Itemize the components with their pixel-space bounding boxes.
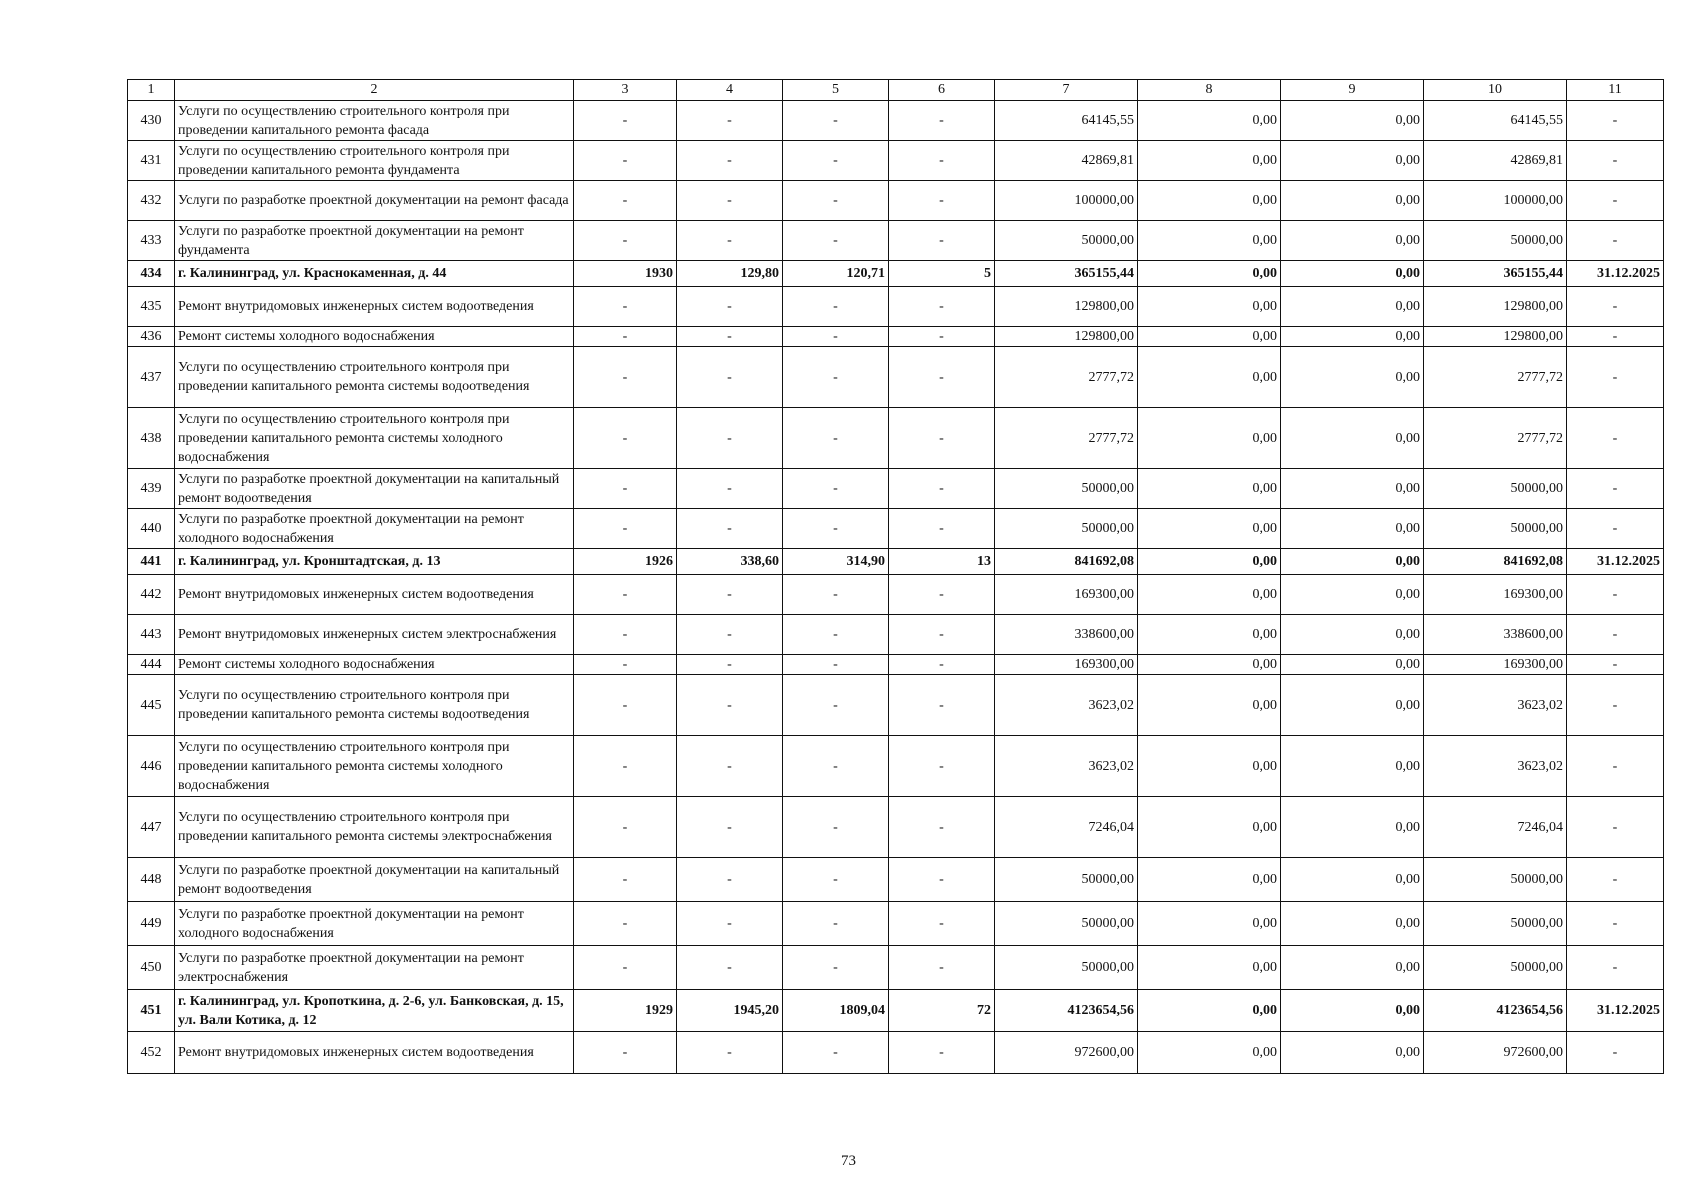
row-number: 445 [128, 675, 175, 736]
owner-funds-cell: 42869,81 [1424, 141, 1567, 181]
item-name: г. Калининград, ул. Краснокаменная, д. 44 [175, 261, 574, 287]
residents-cell: - [889, 141, 995, 181]
budget-source-cell: 0,00 [1281, 615, 1424, 655]
row-number: 435 [128, 287, 175, 327]
deadline-cell: - [1567, 1032, 1664, 1074]
table-row [128, 181, 1664, 221]
deadline-cell: - [1567, 287, 1664, 327]
deadline-cell: - [1567, 615, 1664, 655]
item-name: Услуги по разработке проектной документации на капитальный ремонт водоотведения [175, 858, 574, 902]
fund-source-cell: 0,00 [1138, 549, 1281, 575]
total-cost-cell: 50000,00 [995, 858, 1138, 902]
row-number: 444 [128, 655, 175, 675]
table-row [128, 902, 1664, 946]
table-row [128, 858, 1664, 902]
row-number: 449 [128, 902, 175, 946]
row-number: 446 [128, 736, 175, 797]
row-number: 437 [128, 347, 175, 408]
item-name: Услуги по осуществлению строительного контроля при проведении капитального ремонта фасада [175, 101, 574, 141]
year-cell: - [574, 736, 677, 797]
owner-funds-cell: 50000,00 [1424, 902, 1567, 946]
budget-source-cell: 0,00 [1281, 469, 1424, 509]
year-cell: - [574, 509, 677, 549]
deadline-cell: - [1567, 797, 1664, 858]
residents-cell: - [889, 575, 995, 615]
total-cost-cell: 50000,00 [995, 221, 1138, 261]
year-cell: - [574, 327, 677, 347]
owner-funds-cell: 365155,44 [1424, 261, 1567, 287]
owner-funds-cell: 64145,55 [1424, 101, 1567, 141]
residents-cell: - [889, 946, 995, 990]
owner-funds-cell: 841692,08 [1424, 549, 1567, 575]
living-area-cell: - [783, 101, 889, 141]
fund-source-cell: 0,00 [1138, 347, 1281, 408]
year-cell: - [574, 615, 677, 655]
area-cell: - [677, 287, 783, 327]
deadline-cell: 31.12.2025 [1567, 549, 1664, 575]
total-cost-cell: 50000,00 [995, 509, 1138, 549]
item-name: Услуги по осуществлению строительного контроля при проведении капитального ремонта системы холодного водоснабжения [175, 408, 574, 469]
fund-source-cell: 0,00 [1138, 181, 1281, 221]
living-area-cell: 120,71 [783, 261, 889, 287]
year-cell: - [574, 101, 677, 141]
residents-cell: 13 [889, 549, 995, 575]
budget-source-cell: 0,00 [1281, 575, 1424, 615]
total-cost-cell: 4123654,56 [995, 990, 1138, 1032]
area-cell: 338,60 [677, 549, 783, 575]
fund-source-cell: 0,00 [1138, 902, 1281, 946]
fund-source-cell: 0,00 [1138, 655, 1281, 675]
table-row [128, 549, 1664, 575]
row-number: 439 [128, 469, 175, 509]
fund-source-cell: 0,00 [1138, 990, 1281, 1032]
living-area-cell: - [783, 1032, 889, 1074]
living-area-cell: - [783, 469, 889, 509]
total-cost-cell: 50000,00 [995, 946, 1138, 990]
column-number-header: 2 [175, 80, 574, 101]
total-cost-cell: 2777,72 [995, 408, 1138, 469]
area-cell: - [677, 327, 783, 347]
owner-funds-cell: 50000,00 [1424, 509, 1567, 549]
owner-funds-cell: 169300,00 [1424, 655, 1567, 675]
area-cell: - [677, 675, 783, 736]
owner-funds-cell: 50000,00 [1424, 221, 1567, 261]
item-name: Услуги по осуществлению строительного контроля при проведении капитального ремонта системы электроснабжения [175, 797, 574, 858]
table-row [128, 469, 1664, 509]
row-number: 443 [128, 615, 175, 655]
column-number-header: 11 [1567, 80, 1664, 101]
living-area-cell: - [783, 615, 889, 655]
budget-source-cell: 0,00 [1281, 141, 1424, 181]
column-number-header: 8 [1138, 80, 1281, 101]
fund-source-cell: 0,00 [1138, 327, 1281, 347]
item-name: Ремонт системы холодного водоснабжения [175, 327, 574, 347]
deadline-cell: - [1567, 575, 1664, 615]
table-row [128, 1032, 1664, 1074]
row-number: 451 [128, 990, 175, 1032]
budget-source-cell: 0,00 [1281, 101, 1424, 141]
row-number: 450 [128, 946, 175, 990]
owner-funds-cell: 50000,00 [1424, 858, 1567, 902]
item-name: Услуги по осуществлению строительного контроля при проведении капитального ремонта системы водоотведения [175, 675, 574, 736]
area-cell: - [677, 101, 783, 141]
item-name: г. Калининград, ул. Кропоткина, д. 2-6, ул. Банковская, д. 15, ул. Вали Котика, д. 12 [175, 990, 574, 1032]
year-cell: - [574, 575, 677, 615]
residents-cell: - [889, 858, 995, 902]
table-header-row [128, 80, 1664, 101]
table-row [128, 797, 1664, 858]
area-cell: - [677, 797, 783, 858]
owner-funds-cell: 3623,02 [1424, 736, 1567, 797]
deadline-cell: - [1567, 101, 1664, 141]
residents-cell: - [889, 221, 995, 261]
row-number: 430 [128, 101, 175, 141]
budget-source-cell: 0,00 [1281, 1032, 1424, 1074]
area-cell: - [677, 221, 783, 261]
row-number: 438 [128, 408, 175, 469]
living-area-cell: - [783, 408, 889, 469]
year-cell: 1929 [574, 990, 677, 1032]
residents-cell: - [889, 509, 995, 549]
row-number: 434 [128, 261, 175, 287]
residents-cell: - [889, 675, 995, 736]
row-number: 441 [128, 549, 175, 575]
fund-source-cell: 0,00 [1138, 946, 1281, 990]
item-name: Ремонт внутридомовых инженерных систем электроснабжения [175, 615, 574, 655]
residents-cell: 72 [889, 990, 995, 1032]
deadline-cell: - [1567, 141, 1664, 181]
residents-cell: - [889, 101, 995, 141]
residents-cell: - [889, 287, 995, 327]
year-cell: - [574, 797, 677, 858]
budget-source-cell: 0,00 [1281, 221, 1424, 261]
item-name: Ремонт внутридомовых инженерных систем водоотведения [175, 575, 574, 615]
living-area-cell: - [783, 902, 889, 946]
owner-funds-cell: 129800,00 [1424, 287, 1567, 327]
item-name: Услуги по осуществлению строительного контроля при проведении капитального ремонта фундамента [175, 141, 574, 181]
fund-source-cell: 0,00 [1138, 101, 1281, 141]
total-cost-cell: 169300,00 [995, 655, 1138, 675]
year-cell: - [574, 858, 677, 902]
residents-cell: - [889, 655, 995, 675]
table-row [128, 736, 1664, 797]
residents-cell: - [889, 797, 995, 858]
living-area-cell: - [783, 141, 889, 181]
residents-cell: - [889, 1032, 995, 1074]
table-row [128, 509, 1664, 549]
column-number-header: 9 [1281, 80, 1424, 101]
owner-funds-cell: 7246,04 [1424, 797, 1567, 858]
area-cell: - [677, 736, 783, 797]
year-cell: - [574, 287, 677, 327]
deadline-cell: 31.12.2025 [1567, 261, 1664, 287]
total-cost-cell: 338600,00 [995, 615, 1138, 655]
table-row [128, 141, 1664, 181]
fund-source-cell: 0,00 [1138, 221, 1281, 261]
living-area-cell: - [783, 797, 889, 858]
area-cell: - [677, 902, 783, 946]
table-row [128, 990, 1664, 1032]
residents-cell: - [889, 902, 995, 946]
owner-funds-cell: 50000,00 [1424, 946, 1567, 990]
table-row [128, 408, 1664, 469]
area-cell: - [677, 946, 783, 990]
item-name: Ремонт внутридомовых инженерных систем водоотведения [175, 287, 574, 327]
total-cost-cell: 2777,72 [995, 347, 1138, 408]
year-cell: 1926 [574, 549, 677, 575]
area-cell: - [677, 141, 783, 181]
budget-source-cell: 0,00 [1281, 549, 1424, 575]
budget-source-cell: 0,00 [1281, 990, 1424, 1032]
fund-source-cell: 0,00 [1138, 287, 1281, 327]
deadline-cell: - [1567, 736, 1664, 797]
living-area-cell: - [783, 675, 889, 736]
living-area-cell: - [783, 575, 889, 615]
budget-source-cell: 0,00 [1281, 797, 1424, 858]
year-cell: - [574, 347, 677, 408]
page-number: 73 [841, 1153, 856, 1169]
fund-source-cell: 0,00 [1138, 408, 1281, 469]
item-name: Услуги по разработке проектной документации на ремонт холодного водоснабжения [175, 509, 574, 549]
deadline-cell: - [1567, 509, 1664, 549]
item-name: Услуги по разработке проектной документации на ремонт холодного водоснабжения [175, 902, 574, 946]
item-name: Услуги по разработке проектной документации на ремонт фасада [175, 181, 574, 221]
owner-funds-cell: 2777,72 [1424, 347, 1567, 408]
deadline-cell: - [1567, 858, 1664, 902]
budget-source-cell: 0,00 [1281, 347, 1424, 408]
item-name: Ремонт системы холодного водоснабжения [175, 655, 574, 675]
table-row [128, 327, 1664, 347]
table-row [128, 347, 1664, 408]
table-row [128, 675, 1664, 736]
column-number-header: 7 [995, 80, 1138, 101]
total-cost-cell: 3623,02 [995, 736, 1138, 797]
fund-source-cell: 0,00 [1138, 141, 1281, 181]
total-cost-cell: 7246,04 [995, 797, 1138, 858]
budget-source-cell: 0,00 [1281, 902, 1424, 946]
deadline-cell: - [1567, 655, 1664, 675]
living-area-cell: - [783, 858, 889, 902]
fund-source-cell: 0,00 [1138, 509, 1281, 549]
item-name: Услуги по осуществлению строительного контроля при проведении капитального ремонта системы водоотведения [175, 347, 574, 408]
area-cell: - [677, 575, 783, 615]
living-area-cell: - [783, 327, 889, 347]
column-number-header: 3 [574, 80, 677, 101]
fund-source-cell: 0,00 [1138, 615, 1281, 655]
owner-funds-cell: 4123654,56 [1424, 990, 1567, 1032]
fund-source-cell: 0,00 [1138, 736, 1281, 797]
fund-source-cell: 0,00 [1138, 1032, 1281, 1074]
deadline-cell: - [1567, 469, 1664, 509]
table-row [128, 101, 1664, 141]
living-area-cell: 1809,04 [783, 990, 889, 1032]
capital-repair-table [127, 79, 1664, 1074]
table-row [128, 655, 1664, 675]
owner-funds-cell: 972600,00 [1424, 1032, 1567, 1074]
column-number-header: 4 [677, 80, 783, 101]
residents-cell: - [889, 408, 995, 469]
area-cell: - [677, 858, 783, 902]
fund-source-cell: 0,00 [1138, 469, 1281, 509]
owner-funds-cell: 2777,72 [1424, 408, 1567, 469]
year-cell: - [574, 675, 677, 736]
area-cell: - [677, 655, 783, 675]
residents-cell: - [889, 615, 995, 655]
column-number-header: 5 [783, 80, 889, 101]
residents-cell: - [889, 181, 995, 221]
deadline-cell: - [1567, 675, 1664, 736]
owner-funds-cell: 50000,00 [1424, 469, 1567, 509]
area-cell: - [677, 408, 783, 469]
budget-source-cell: 0,00 [1281, 946, 1424, 990]
table-row [128, 221, 1664, 261]
column-number-header: 10 [1424, 80, 1567, 101]
residents-cell: - [889, 347, 995, 408]
residents-cell: 5 [889, 261, 995, 287]
budget-source-cell: 0,00 [1281, 287, 1424, 327]
row-number: 452 [128, 1032, 175, 1074]
area-cell: - [677, 469, 783, 509]
total-cost-cell: 50000,00 [995, 902, 1138, 946]
table-row [128, 615, 1664, 655]
residents-cell: - [889, 736, 995, 797]
area-cell: 1945,20 [677, 990, 783, 1032]
total-cost-cell: 169300,00 [995, 575, 1138, 615]
row-number: 432 [128, 181, 175, 221]
column-number-header: 1 [128, 80, 175, 101]
deadline-cell: - [1567, 902, 1664, 946]
total-cost-cell: 64145,55 [995, 101, 1138, 141]
deadline-cell: - [1567, 181, 1664, 221]
row-number: 442 [128, 575, 175, 615]
budget-source-cell: 0,00 [1281, 509, 1424, 549]
living-area-cell: - [783, 287, 889, 327]
deadline-cell: - [1567, 408, 1664, 469]
total-cost-cell: 3623,02 [995, 675, 1138, 736]
area-cell: - [677, 509, 783, 549]
area-cell: - [677, 347, 783, 408]
total-cost-cell: 365155,44 [995, 261, 1138, 287]
budget-source-cell: 0,00 [1281, 675, 1424, 736]
total-cost-cell: 100000,00 [995, 181, 1138, 221]
living-area-cell: - [783, 181, 889, 221]
owner-funds-cell: 338600,00 [1424, 615, 1567, 655]
budget-source-cell: 0,00 [1281, 181, 1424, 221]
living-area-cell: - [783, 946, 889, 990]
fund-source-cell: 0,00 [1138, 858, 1281, 902]
area-cell: - [677, 1032, 783, 1074]
item-name: Услуги по осуществлению строительного контроля при проведении капитального ремонта системы холодного водоснабжения [175, 736, 574, 797]
budget-source-cell: 0,00 [1281, 327, 1424, 347]
living-area-cell: 314,90 [783, 549, 889, 575]
deadline-cell: - [1567, 347, 1664, 408]
year-cell: - [574, 408, 677, 469]
living-area-cell: - [783, 736, 889, 797]
item-name: Услуги по разработке проектной документации на капитальный ремонт водоотведения [175, 469, 574, 509]
total-cost-cell: 972600,00 [995, 1032, 1138, 1074]
fund-source-cell: 0,00 [1138, 575, 1281, 615]
living-area-cell: - [783, 655, 889, 675]
row-number: 447 [128, 797, 175, 858]
total-cost-cell: 42869,81 [995, 141, 1138, 181]
total-cost-cell: 129800,00 [995, 327, 1138, 347]
budget-source-cell: 0,00 [1281, 408, 1424, 469]
table-row [128, 287, 1664, 327]
deadline-cell: - [1567, 327, 1664, 347]
area-cell: 129,80 [677, 261, 783, 287]
item-name: Услуги по разработке проектной документации на ремонт фундамента [175, 221, 574, 261]
item-name: Услуги по разработке проектной документации на ремонт электроснабжения [175, 946, 574, 990]
row-number: 436 [128, 327, 175, 347]
row-number: 431 [128, 141, 175, 181]
year-cell: - [574, 141, 677, 181]
residents-cell: - [889, 327, 995, 347]
year-cell: - [574, 655, 677, 675]
year-cell: - [574, 469, 677, 509]
row-number: 433 [128, 221, 175, 261]
year-cell: - [574, 221, 677, 261]
year-cell: - [574, 902, 677, 946]
budget-source-cell: 0,00 [1281, 261, 1424, 287]
fund-source-cell: 0,00 [1138, 675, 1281, 736]
item-name: г. Калининград, ул. Кронштадтская, д. 13 [175, 549, 574, 575]
deadline-cell: - [1567, 946, 1664, 990]
total-cost-cell: 129800,00 [995, 287, 1138, 327]
year-cell: - [574, 1032, 677, 1074]
fund-source-cell: 0,00 [1138, 261, 1281, 287]
item-name: Ремонт внутридомовых инженерных систем водоотведения [175, 1032, 574, 1074]
budget-source-cell: 0,00 [1281, 655, 1424, 675]
area-cell: - [677, 615, 783, 655]
column-number-header: 6 [889, 80, 995, 101]
year-cell: - [574, 181, 677, 221]
table-row [128, 261, 1664, 287]
owner-funds-cell: 100000,00 [1424, 181, 1567, 221]
owner-funds-cell: 169300,00 [1424, 575, 1567, 615]
total-cost-cell: 841692,08 [995, 549, 1138, 575]
budget-source-cell: 0,00 [1281, 858, 1424, 902]
budget-source-cell: 0,00 [1281, 736, 1424, 797]
deadline-cell: - [1567, 221, 1664, 261]
living-area-cell: - [783, 347, 889, 408]
row-number: 440 [128, 509, 175, 549]
table-row [128, 946, 1664, 990]
year-cell: 1930 [574, 261, 677, 287]
owner-funds-cell: 129800,00 [1424, 327, 1567, 347]
area-cell: - [677, 181, 783, 221]
owner-funds-cell: 3623,02 [1424, 675, 1567, 736]
deadline-cell: 31.12.2025 [1567, 990, 1664, 1032]
living-area-cell: - [783, 509, 889, 549]
fund-source-cell: 0,00 [1138, 797, 1281, 858]
table-row [128, 575, 1664, 615]
year-cell: - [574, 946, 677, 990]
row-number: 448 [128, 858, 175, 902]
residents-cell: - [889, 469, 995, 509]
total-cost-cell: 50000,00 [995, 469, 1138, 509]
living-area-cell: - [783, 221, 889, 261]
